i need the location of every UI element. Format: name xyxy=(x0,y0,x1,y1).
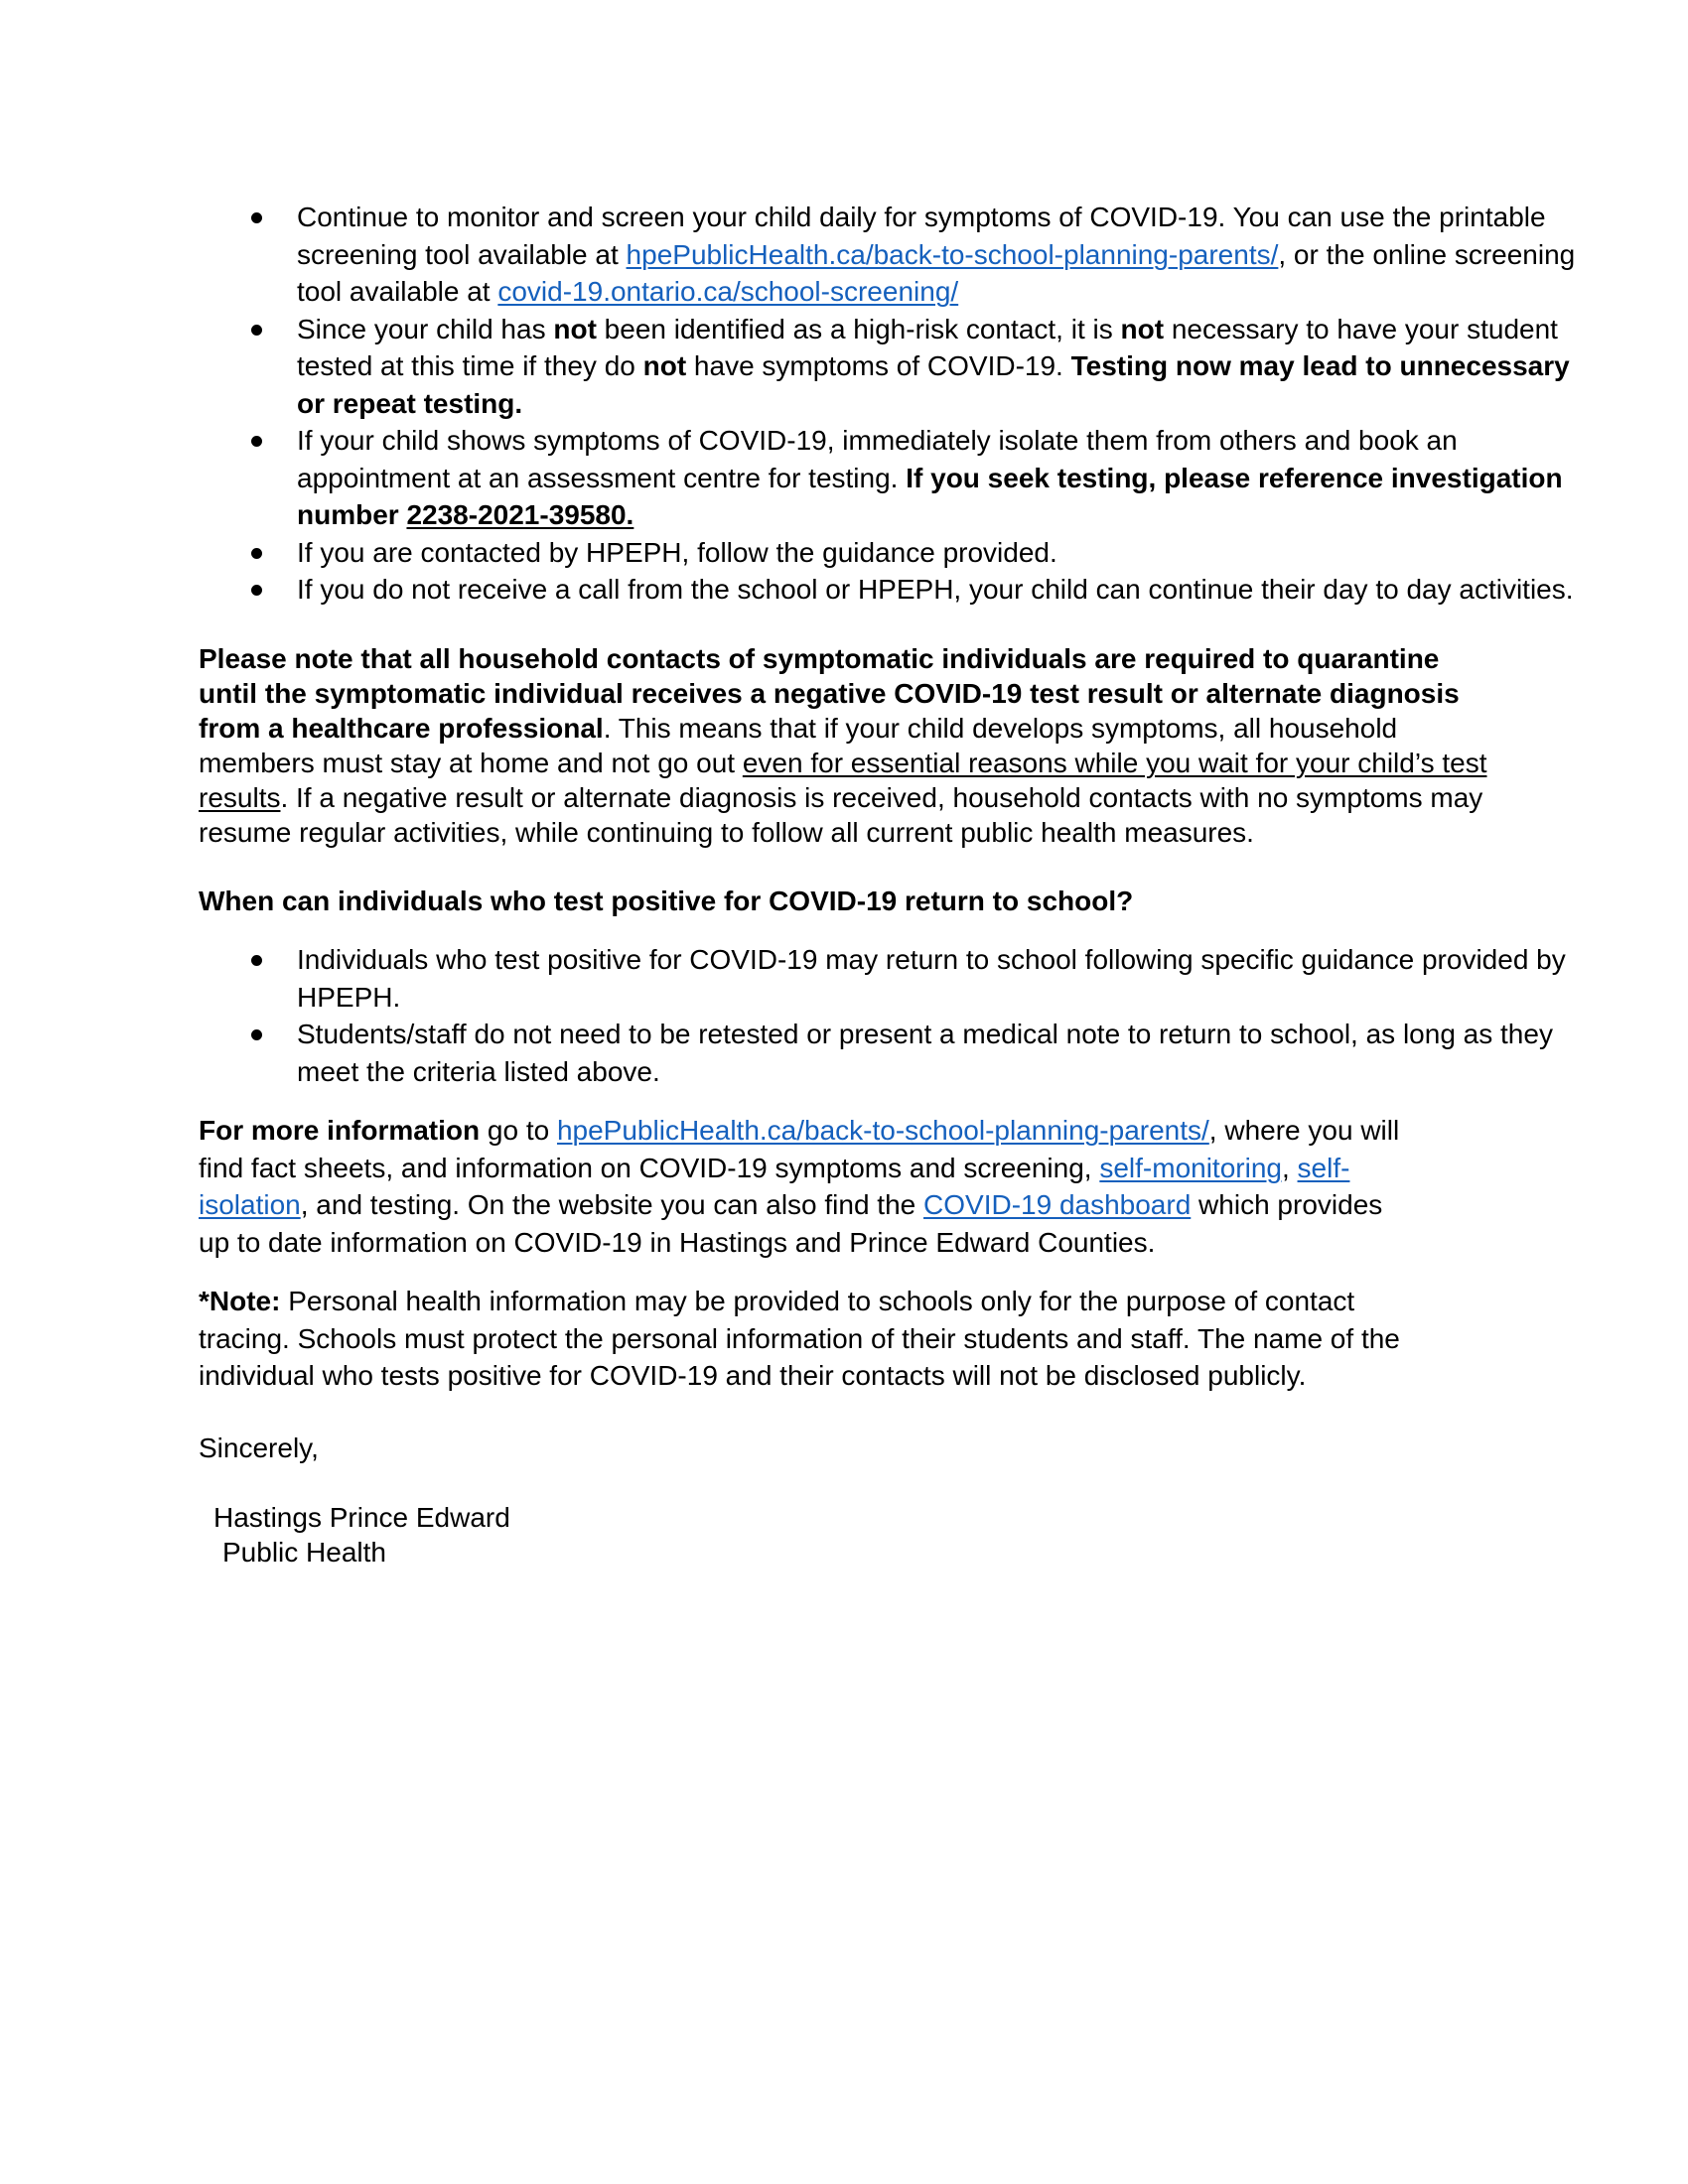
salutation: Sincerely, xyxy=(199,1432,319,1463)
bullet-text: Continue to monitor and screen your child daily for symptoms of COVID-19. You can use the printable screening tool available at hpePublicHealth.ca/back-to-school-planning-parents/, or the online screening tool available at covid-19.ontario.ca/school-screening/ xyxy=(297,202,1576,307)
bullet-text: If you are contacted by HPEPH, follow the guidance provided. xyxy=(297,536,1057,568)
bullet-icon xyxy=(251,585,262,596)
section-heading-return-to-school: When can individuals who test positive for COVID-19 return to school? xyxy=(199,885,1134,916)
emphasis-underline: even for essential reasons while you wait for your child’s test results xyxy=(199,747,1487,813)
link-school-screening[interactable]: covid-19.ontario.ca/school-screening/ xyxy=(497,276,959,307)
bullet-return-guidance xyxy=(199,941,1588,1016)
letter-body xyxy=(199,199,1576,1570)
bullet-text: Since your child has not been identified as a high-risk contact, it is not necessary to have your student tested at this time if they do not have symptoms of COVID-19. Testing now may lead to unnecessary or repeat testing. xyxy=(297,313,1570,419)
bullet-no-call xyxy=(199,571,1588,609)
signature-line-1: Hastings Prince Edward xyxy=(213,1502,510,1533)
investigation-number: 2238-2021-39580. xyxy=(406,499,634,530)
bullet-monitor-screen xyxy=(199,199,1588,311)
bullet-no-retest xyxy=(199,1016,1588,1090)
signature-block xyxy=(199,1500,1499,1570)
bullet-contacted-by-hpeph xyxy=(199,534,1588,572)
bullet-symptoms-isolate xyxy=(199,422,1588,534)
bullet-text: Students/staff do not need to be retested or present a medical note to return to school, as long as they meet the criteria listed above. xyxy=(297,1019,1553,1087)
link-self-monitoring[interactable]: self-monitoring xyxy=(1099,1152,1282,1183)
bullet-icon xyxy=(251,955,262,966)
link-self-isolation[interactable]: self-isolation xyxy=(199,1152,1350,1220)
bullet-text: If your child shows symptoms of COVID-19, immediately isolate them from others and book an appointment at an assessment centre for testing. If you seek testing, please reference investigation number 2238-2021-39580. xyxy=(297,425,1563,530)
link-back-to-school-planning-info[interactable]: hpePublicHealth.ca/back-to-school-planning-parents/ xyxy=(556,1115,1209,1146)
bullet-not-high-risk xyxy=(199,311,1588,423)
bullet-icon xyxy=(251,1029,262,1040)
signature-line-2: Public Health xyxy=(222,1537,386,1568)
bullet-text: If you do not receive a call from the school or HPEPH, your child can continue their day to day activities. xyxy=(297,574,1574,605)
bullet-icon xyxy=(251,212,262,223)
bullet-text: Individuals who test positive for COVID-19 may return to school following specific guidance provided by HPEPH. xyxy=(297,944,1566,1013)
bullet-icon xyxy=(251,548,262,559)
privacy-note-paragraph: *Note: Personal health information may be provided to schools only for the purpose of contact tracing. Schools must protect the personal information of their students and staff. The name of the individual who tests positive for COVID-19 and their contacts will not be disclosed publicly. xyxy=(199,1286,1400,1391)
guidance-bullet-list xyxy=(199,199,1576,609)
return-bullet-list xyxy=(199,941,1566,1090)
more-information-paragraph: For more information go to hpePublicHealth.ca/back-to-school-planning-parents/, where you will find fact sheets, and information on COVID-19 symptoms and screening, self-monitoring, self-isolation, and testing. On the website you can also find the COVID-19 dashboard which provides up to date information on COVID-19 in Hastings and Prince Edward Counties. xyxy=(199,1115,1400,1258)
bullet-icon xyxy=(251,436,262,447)
link-covid-dashboard[interactable]: COVID-19 dashboard xyxy=(923,1189,1192,1220)
bullet-icon xyxy=(251,325,262,336)
household-contacts-paragraph: Please note that all household contacts of symptomatic individuals are required to quarantine until the symptomatic individual receives a negative COVID-19 test result or alternate diagnosis from a healthcare professional. This means that if your child develops symptoms, all household members must stay at home and not go out even for essential reasons while you wait for your child’s test results. If a negative result or alternate diagnosis is received, household contacts with no symptoms may resume regular activities, while continuing to follow all current public health measures. xyxy=(199,642,1487,848)
link-back-to-school-planning[interactable]: hpePublicHealth.ca/back-to-school-planning-parents/ xyxy=(626,238,1279,270)
